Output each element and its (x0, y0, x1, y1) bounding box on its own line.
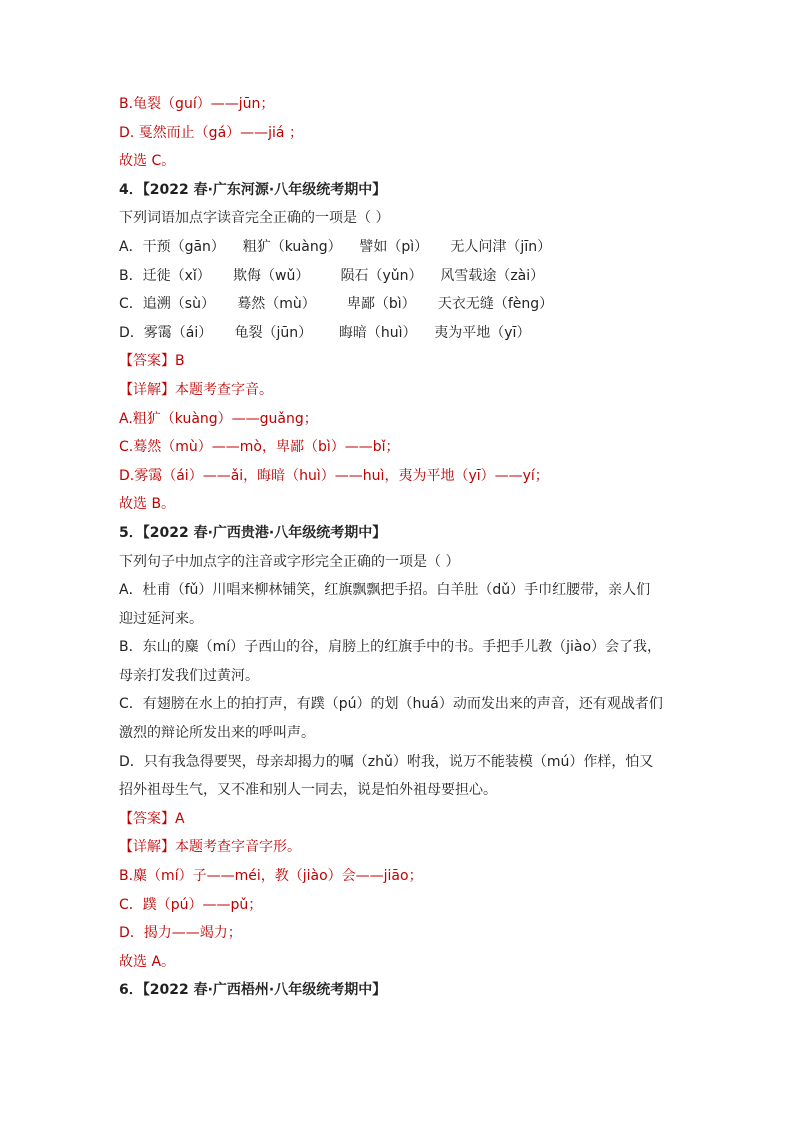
q4-answer: 【答案】B (119, 353, 185, 370)
q5-answer: 【答案】A (119, 810, 185, 827)
q4-stem: 下列词语加点字读音完全正确的一项是（ ） (119, 210, 390, 227)
q5-detail: 【详解】本题考查字音字形。 (119, 839, 301, 856)
q5-option-b-line2: 母亲打发我们过黄河。 (119, 667, 259, 684)
q4-option-c: C．追溯（sù） 蓦然（mù） 卑鄙（bì） 天衣无缝（fèng） (119, 296, 554, 313)
q4-conclusion: 故选 B。 (119, 496, 176, 513)
q5-option-c-line1: C．有翅膀在水上的拍打声，有蹼（pú）的划（huá）动而发出来的声音，还有观战者们 (119, 696, 663, 713)
q4-option-a: A．干预（gān） 粗犷（kuàng） 譬如（pì） 无人问津（jīn） (119, 238, 552, 255)
q5-option-b-line1: B．东山的麋（mí）子西山的谷，肩膀上的红旗手中的书。手把手儿教（jiào）会了我， (119, 639, 662, 656)
q5-option-d-line2: 招外祖母生气，又不准和别人一同去，说是怕外祖母要担心。 (119, 782, 497, 799)
q4-header: 4．【2022 春·广东河源·八年级统考期中】 (119, 181, 387, 198)
q4-explain-c: C.蓦然（mù）——mò，卑鄙（bì）——bǐ； (119, 439, 400, 456)
q5-option-a-line2: 迎过延河来。 (119, 610, 203, 627)
q5-stem: 下列句子中加点字的注音或字形完全正确的一项是（ ） (119, 553, 460, 570)
q4-explain-a: A.粗犷（kuàng）——guǎng； (119, 410, 318, 427)
q3-explain-d: D. 戛然而止（gá）——jiá ； (119, 124, 303, 141)
q4-detail: 【详解】本题考查字音。 (119, 381, 273, 398)
document-page (119, 90, 699, 1005)
q4-explain-d: D.雾霭（ái）——ǎi，晦暗（huì）——huì，夷为平地（yī）——yí； (119, 467, 549, 484)
q5-explain-c: C．蹼（pú）——pǔ； (119, 896, 263, 913)
q4-option-d: D．雾霭（ái） 龟裂（jūn） 晦暗（huì） 夷为平地（yī） (119, 324, 531, 341)
q3-conclusion: 故选 C。 (119, 153, 176, 170)
q4-option-b: B．迁徙（xǐ） 欺侮（wǔ） 陨石（yǔn） 风雪载途（zài） (119, 267, 545, 284)
q3-explain-b: B.龟裂（guí）——jūn； (119, 96, 275, 112)
q5-conclusion: 故选 A。 (119, 953, 176, 970)
q5-option-a-line1: A．杜甫（fǔ）川唱来柳林铺笑，红旗飘飘把手招。白羊肚（dǔ）手巾红腰带，亲人们 (119, 582, 651, 599)
q5-header: 5．【2022 春·广西贵港·八年级统考期中】 (119, 524, 387, 541)
q5-explain-d: D．揭力——竭力； (119, 925, 242, 942)
q5-option-d-line1: D．只有我急得要哭，母亲却揭力的嘱（zhǔ）咐我，说万不能装模（mú）作样，怕又 (119, 753, 654, 770)
q5-option-c-line2: 激烈的辩论所发出来的呼叫声。 (119, 725, 315, 742)
q6-header: 6．【2022 春·广西梧州·八年级统考期中】 (119, 982, 387, 999)
q5-explain-b: B.麋（mí）子——méi，教（jiào）会——jiāo； (119, 868, 423, 885)
